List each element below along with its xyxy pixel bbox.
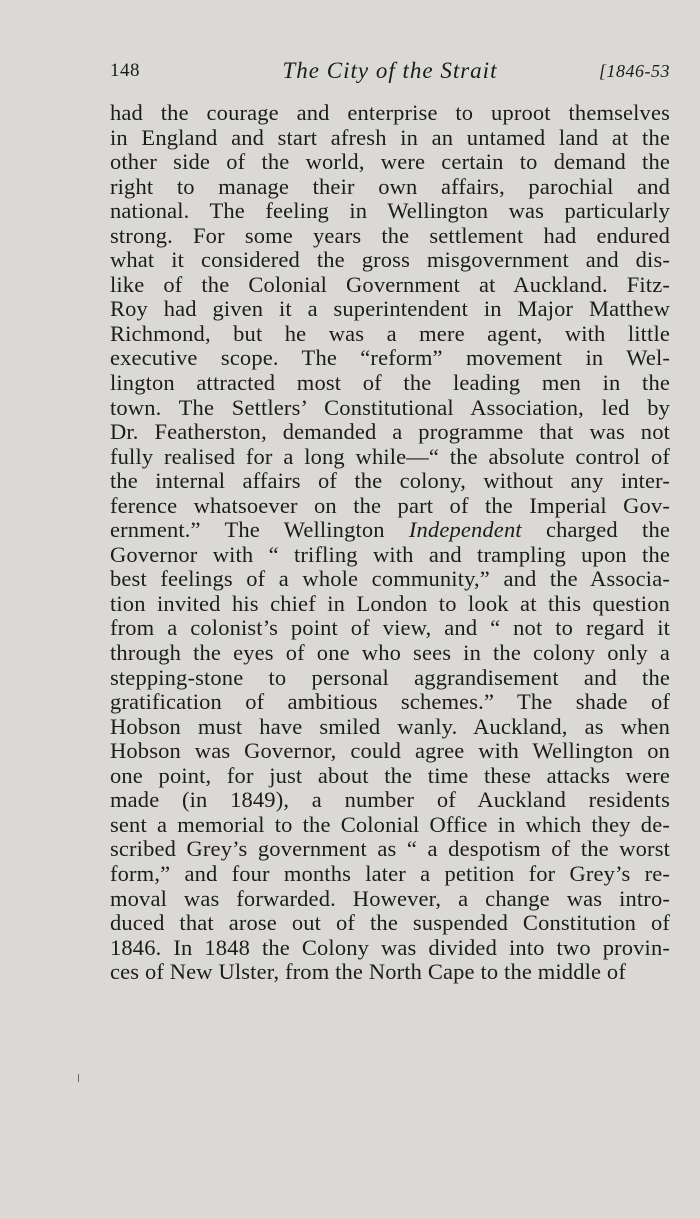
text-line: lington attracted most of the leading men in the (110, 371, 670, 396)
text-line: Hobson was Governor, could agree with Wellington on (110, 739, 670, 764)
text-line-with-italic (110, 518, 670, 543)
text-line: best feelings of a whole community,” and the Associa- (110, 567, 670, 592)
text-line: other side of the world, were certain to demand the (110, 150, 670, 175)
text-line: executive scope. The “reform” movement in Wel- (110, 346, 670, 371)
text-line: like of the Colonial Government at Auckland. Fitz- (110, 272, 670, 297)
text-line: Richmond, but he was a mere agent, with little (110, 321, 670, 346)
text-line: one point, for just about the time these attacks were (110, 763, 670, 788)
text-line: in England and start afresh in an untamed land at the (110, 125, 670, 150)
text-line: sent a memorial to the Colonial Office in which they de- (110, 812, 670, 837)
page-number: 148 (110, 60, 140, 81)
body-text (110, 101, 670, 985)
text-line: strong. For some years the settlement had endured (110, 223, 670, 248)
text-line: 1846. In 1848 the Colony was divided into two provin- (110, 935, 670, 960)
text-line: town. The Settlers’ Constitutional Association, led by (110, 395, 670, 420)
date-range: [1846-53 (599, 61, 670, 81)
text-line: Roy had given it a superintendent in Major Matthew (110, 297, 670, 322)
text-line: Dr. Featherston, demanded a programme that was not (110, 420, 670, 445)
text-line: through the eyes of one who sees in the colony only a (110, 641, 670, 666)
text-line: national. The feeling in Wellington was particularly (110, 199, 670, 224)
paper-blemish (78, 1074, 79, 1082)
text-line: ces of New Ulster, from the North Cape to the middle of (110, 960, 626, 985)
text-line: what it considered the gross misgovernment and dis- (110, 248, 670, 273)
text-line: from a colonist’s point of view, and “ not to regard it (110, 616, 670, 641)
text-line: duced that arose out of the suspended Constitution of (110, 911, 670, 936)
text-line: fully realised for a long while—“ the absolute control of (110, 444, 670, 469)
text-line: ference whatsoever on the part of the Imperial Gov- (110, 493, 670, 518)
newspaper-title: Independent (408, 518, 522, 543)
text-line: stepping-stone to personal aggrandisement and the (110, 665, 670, 690)
text-line: had the courage and enterprise to uproot themselves (110, 101, 670, 125)
text-line: tion invited his chief in London to look at this question (110, 591, 670, 616)
text-line: Governor with “ trifling with and trampling upon the (110, 542, 670, 567)
text-line: right to manage their own affairs, parochial and (110, 174, 670, 199)
text-line: Hobson must have smiled wanly. Auckland, as when (110, 714, 670, 739)
text-line: form,” and four months later a petition for Grey’s re- (110, 861, 670, 886)
text-line: made (in 1849), a number of Auckland residents (110, 788, 670, 813)
text-segment: charged the (521, 518, 670, 543)
text-line: moval was forwarded. However, a change was intro- (110, 886, 670, 911)
page-header (110, 60, 670, 90)
running-title: The City of the Strait (282, 58, 498, 83)
text-line: the internal affairs of the colony, without any inter- (110, 469, 670, 494)
text-line: scribed Grey’s government as “ a despotism of the worst (110, 837, 670, 862)
text-segment: ernment.” The Wellington (110, 518, 409, 543)
text-line: gratification of ambitious schemes.” The shade of (110, 690, 670, 715)
